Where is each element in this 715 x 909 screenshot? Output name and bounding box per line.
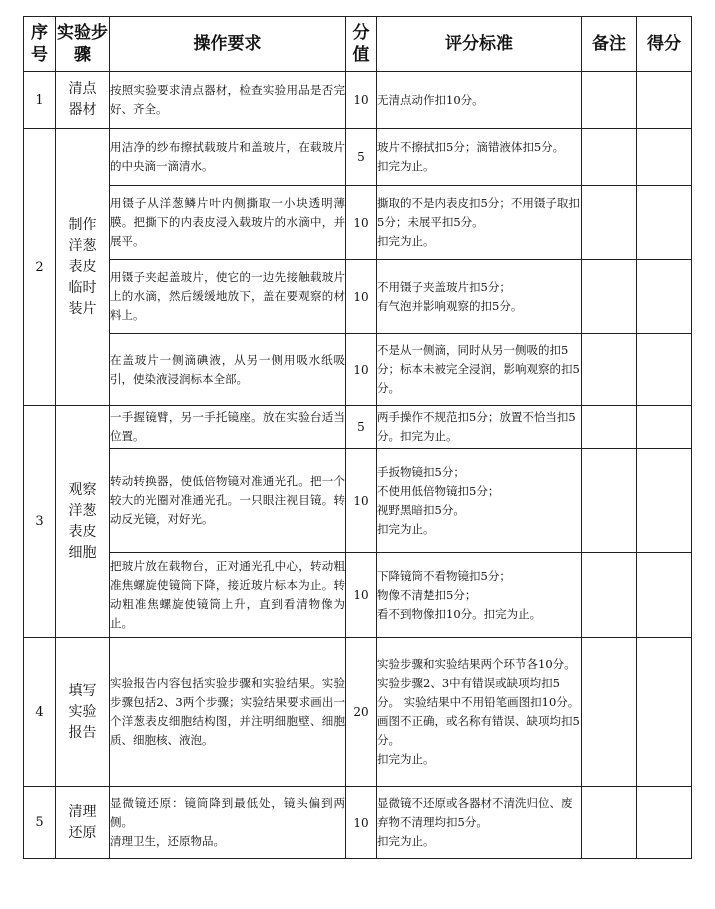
- header-step: 实验步骤: [56, 17, 110, 72]
- standard-line: 撕取的不是内表皮扣5分；不用镊子取扣5分；未展平扣5分。: [377, 196, 580, 229]
- table-row: [24, 638, 692, 787]
- step-name-text: 清理还原: [68, 803, 97, 841]
- note-cell[interactable]: [582, 260, 637, 334]
- table-body: [24, 72, 692, 859]
- standard-line: 物像不清楚扣5分；: [377, 587, 477, 602]
- standard-line: 视野黑暗扣5分。: [377, 502, 465, 517]
- operation-requirement: [110, 787, 346, 859]
- score-value: 10: [346, 72, 377, 129]
- operation-requirement: [110, 334, 346, 406]
- header-note: 备注: [582, 17, 637, 72]
- step-number: 1: [24, 72, 56, 129]
- score-value: 10: [346, 186, 377, 260]
- step-name: [56, 406, 110, 638]
- requirement-text: 在盖玻片一侧滴碘液，从另一侧用吸水纸吸引，使染液浸润标本全部。: [110, 352, 345, 386]
- note-cell[interactable]: [582, 406, 637, 449]
- header-got: 得分: [637, 17, 692, 72]
- standard-line: 两手操作不规范扣5分；放置不恰当扣5分。扣完为止。: [377, 410, 576, 443]
- standard-line: 手扳物镜扣5分；: [377, 464, 465, 479]
- score-got-cell[interactable]: [637, 72, 692, 129]
- score-value: 5: [346, 129, 377, 186]
- note-cell[interactable]: [582, 787, 637, 859]
- standard-line: 扣完为止。: [377, 834, 435, 848]
- operation-requirement: [110, 638, 346, 787]
- operation-requirement: [110, 72, 346, 129]
- standard-line: 扣完为止。: [377, 159, 435, 173]
- operation-requirement: [110, 553, 346, 638]
- score-got-cell[interactable]: [637, 334, 692, 406]
- table-row: [24, 787, 692, 859]
- step-number: 5: [24, 787, 56, 859]
- score-got-cell[interactable]: [637, 406, 692, 449]
- scoring-standard: [377, 334, 582, 406]
- standard-line: 看不到物像扣10分。扣完为止。: [377, 606, 542, 621]
- scoring-standard: [377, 129, 582, 186]
- table-row: [24, 186, 692, 260]
- note-cell[interactable]: [582, 638, 637, 787]
- score-value: 10: [346, 553, 377, 638]
- header-row: [24, 17, 692, 72]
- step-name: [56, 72, 110, 129]
- header-standard: 评分标准: [377, 17, 582, 72]
- step-name-text: 填写实验报告: [68, 682, 97, 741]
- requirement-text: 一手握镜臂，另一手托镜座。放在实验台适当位置。: [110, 410, 345, 443]
- note-cell[interactable]: [582, 186, 637, 260]
- standard-line: 有气泡并影响观察的扣5分。: [377, 298, 523, 313]
- requirement-text: 把玻片放在载物台，正对通光孔中心，转动粗准焦螺旋使镜筒下降，接近玻片标本为止。转动粗准焦螺旋使镜筒上升，直到看清物像为止。: [110, 559, 345, 630]
- requirement-text: 实验报告内容包括实验步骤和实验结果。实验步骤包括2、3两个步骤；实验结果要求画出一个洋葱表皮细胞结构图，并注明细胞壁、细胞质、细胞核、液泡。: [110, 676, 345, 747]
- score-got-cell[interactable]: [637, 553, 692, 638]
- requirement-text: 转动转换器，使低倍物镜对准通光孔。把一个较大的光圈对准通光孔。一只眼注视目镜。转动反光镜，对好光。: [110, 474, 345, 526]
- scoring-standard: [377, 638, 582, 787]
- score-got-cell[interactable]: [637, 129, 692, 186]
- step-name: [56, 638, 110, 787]
- table-row: [24, 553, 692, 638]
- standard-line: 扣完为止。: [377, 752, 435, 766]
- table-row: [24, 72, 692, 129]
- operation-requirement: [110, 186, 346, 260]
- step-name: [56, 129, 110, 406]
- score-value: 20: [346, 638, 377, 787]
- header-score: 分值: [346, 17, 377, 72]
- step-name-text: 清点器材: [68, 81, 97, 118]
- operation-requirement: [110, 406, 346, 449]
- requirement-text: 用镊子从洋葱鳞片叶内侧撕取一小块透明薄膜。把撕下的内表皮浸入载玻片的水滴中，并展平。: [110, 196, 345, 248]
- table-row: [24, 260, 692, 334]
- score-value: 10: [346, 334, 377, 406]
- step-name-text: 制作洋葱表皮临时装片: [68, 216, 97, 317]
- score-got-cell[interactable]: [637, 638, 692, 787]
- header-no: 序号: [24, 17, 56, 72]
- note-cell[interactable]: [582, 72, 637, 129]
- scoring-standard: [377, 260, 582, 334]
- standard-line: 玻片不擦拭扣5分；滴错液体扣5分。: [377, 140, 565, 154]
- step-number: 2: [24, 129, 56, 406]
- scoring-table: [23, 16, 692, 859]
- step-name-text: 观察洋葱表皮细胞: [68, 481, 97, 561]
- standard-line: 不是从一侧滴，同时从另一侧吸的扣5分；标本未被完全浸润，影响观察的扣5分。: [377, 343, 580, 395]
- standard-line: 扣完为止。: [377, 521, 435, 536]
- step-number: 3: [24, 406, 56, 638]
- scoring-standard: [377, 186, 582, 260]
- standard-line: 显微镜不还原或各器材不清洗归位、废弃物不清理均扣5分。: [377, 796, 573, 829]
- scoring-standard: [377, 449, 582, 553]
- standard-line: 扣完为止。: [377, 234, 435, 248]
- requirement-text: 用洁净的纱布擦拭载玻片和盖玻片，在载玻片的中央滴一滴清水。: [110, 140, 345, 173]
- table-row: [24, 129, 692, 186]
- note-cell[interactable]: [582, 449, 637, 553]
- standard-line: 无清点动作扣10分。: [377, 92, 484, 107]
- table-row: [24, 334, 692, 406]
- requirement-text: 显微镜还原：镜筒降到最低处，镜头偏到两侧。: [110, 796, 345, 829]
- header-requirement: 操作要求: [110, 17, 346, 72]
- note-cell[interactable]: [582, 129, 637, 186]
- standard-line: 不使用低倍物镜扣5分；: [377, 483, 500, 498]
- standard-line: 实验步骤和实验结果两个环节各10分。: [377, 657, 576, 671]
- standard-line: 实验步骤2、3中有错误或缺项均扣5分。 实验结果中不用铅笔画图扣10分。画图不正确，或名称有错误、缺项均扣5分。: [377, 676, 580, 747]
- table-row: [24, 449, 692, 553]
- requirement-text: 按照实验要求清点器材，检查实验用品是否完好、齐全。: [110, 83, 345, 116]
- scoring-standard: [377, 553, 582, 638]
- operation-requirement: [110, 129, 346, 186]
- scoring-standard: [377, 406, 582, 449]
- score-got-cell[interactable]: [637, 186, 692, 260]
- score-value: 10: [346, 260, 377, 334]
- score-value: 10: [346, 787, 377, 859]
- scoring-standard: [377, 72, 582, 129]
- requirement-text: 用镊子夹起盖玻片，使它的一边先接触载玻片上的水滴，然后缓缓地放下，盖在要观察的材料上。: [110, 270, 345, 322]
- note-cell[interactable]: [582, 334, 637, 406]
- step-number: 4: [24, 638, 56, 787]
- table-row: [24, 406, 692, 449]
- score-value: 10: [346, 449, 377, 553]
- score-got-cell[interactable]: [637, 787, 692, 859]
- score-got-cell[interactable]: [637, 449, 692, 553]
- standard-line: 下降镜筒不看物镜扣5分；: [377, 568, 511, 583]
- operation-requirement: [110, 260, 346, 334]
- step-name: [56, 787, 110, 859]
- requirement-text: 清理卫生，还原物品。: [110, 834, 225, 848]
- score-got-cell[interactable]: [637, 260, 692, 334]
- score-value: 5: [346, 406, 377, 449]
- scoring-standard: [377, 787, 582, 859]
- standard-line: 不用镊子夹盖玻片扣5分；: [377, 279, 511, 294]
- operation-requirement: [110, 449, 346, 553]
- note-cell[interactable]: [582, 553, 637, 638]
